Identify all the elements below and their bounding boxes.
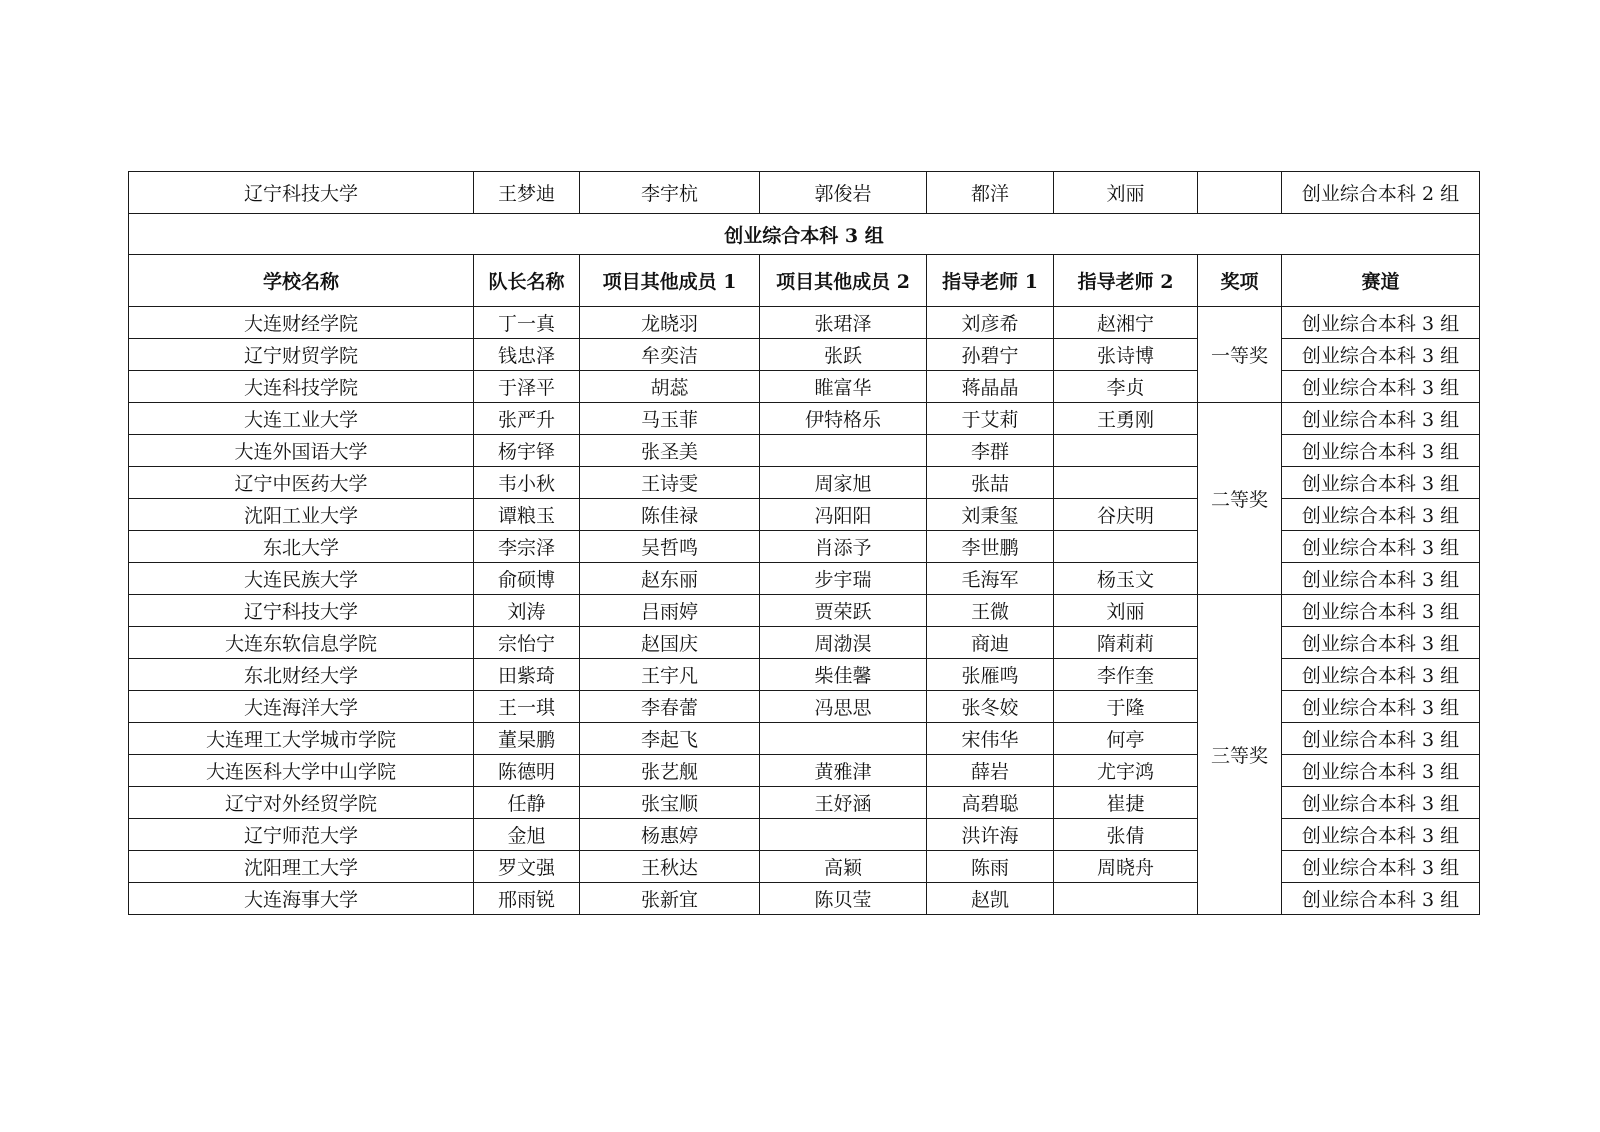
advisor1-cell: 王微 <box>927 595 1054 627</box>
school-cell: 辽宁科技大学 <box>129 172 474 214</box>
advisor2-cell: 张倩 <box>1054 819 1198 851</box>
advisor2-cell: 崔捷 <box>1054 787 1198 819</box>
captain-cell: 韦小秋 <box>474 467 580 499</box>
advisor2-cell <box>1054 435 1198 467</box>
school-cell: 辽宁师范大学 <box>129 819 474 851</box>
header-row <box>129 255 1480 307</box>
member1-cell: 吴哲鸣 <box>580 531 760 563</box>
captain-cell: 董杲鹏 <box>474 723 580 755</box>
member1-cell: 龙晓羽 <box>580 307 760 339</box>
member1-cell: 王宇凡 <box>580 659 760 691</box>
captain-cell: 刘涛 <box>474 595 580 627</box>
member2-cell: 柴佳馨 <box>760 659 927 691</box>
member2-cell: 步宇瑞 <box>760 563 927 595</box>
advisor1-cell: 于艾莉 <box>927 403 1054 435</box>
captain-cell: 张严升 <box>474 403 580 435</box>
advisor1-cell: 高碧聪 <box>927 787 1054 819</box>
member2-cell: 冯思思 <box>760 691 927 723</box>
track-cell: 创业综合本科 3 组 <box>1282 723 1480 755</box>
award-cell: 二等奖 <box>1198 403 1282 595</box>
track-cell: 创业综合本科 3 组 <box>1282 371 1480 403</box>
school-cell: 大连东软信息学院 <box>129 627 474 659</box>
captain-cell: 宗怡宁 <box>474 627 580 659</box>
track-cell: 创业综合本科 3 组 <box>1282 307 1480 339</box>
captain-cell: 任静 <box>474 787 580 819</box>
member2-cell <box>760 723 927 755</box>
member2-cell: 王妤涵 <box>760 787 927 819</box>
advisor2-cell: 李贞 <box>1054 371 1198 403</box>
school-cell: 大连海事大学 <box>129 883 474 915</box>
captain-cell: 于泽平 <box>474 371 580 403</box>
advisor2-cell: 张诗博 <box>1054 339 1198 371</box>
member2-cell: 周渤淏 <box>760 627 927 659</box>
captain-cell: 谭粮玉 <box>474 499 580 531</box>
member2-cell: 伊特格乐 <box>760 403 927 435</box>
member2-cell: 黄雅津 <box>760 755 927 787</box>
member1-cell: 赵国庆 <box>580 627 760 659</box>
advisor2-cell <box>1054 467 1198 499</box>
table-row <box>129 172 1480 214</box>
advisor2-cell: 赵湘宁 <box>1054 307 1198 339</box>
header-school: 学校名称 <box>129 255 474 307</box>
advisor1-cell: 李群 <box>927 435 1054 467</box>
member1-cell: 马玉菲 <box>580 403 760 435</box>
school-cell: 沈阳工业大学 <box>129 499 474 531</box>
advisor2-cell: 隋莉莉 <box>1054 627 1198 659</box>
member1-cell: 张圣美 <box>580 435 760 467</box>
advisor2-cell: 刘丽 <box>1054 172 1198 214</box>
table-row <box>129 403 1480 435</box>
school-cell: 大连科技学院 <box>129 371 474 403</box>
track-cell: 创业综合本科 3 组 <box>1282 691 1480 723</box>
member2-cell: 张跃 <box>760 339 927 371</box>
track-cell: 创业综合本科 3 组 <box>1282 531 1480 563</box>
captain-cell: 杨宇铎 <box>474 435 580 467</box>
captain-cell: 田紫琦 <box>474 659 580 691</box>
member2-cell: 郭俊岩 <box>760 172 927 214</box>
member1-cell: 胡蕊 <box>580 371 760 403</box>
school-cell: 东北财经大学 <box>129 659 474 691</box>
advisor1-cell: 洪许海 <box>927 819 1054 851</box>
school-cell: 沈阳理工大学 <box>129 851 474 883</box>
school-cell: 大连外国语大学 <box>129 435 474 467</box>
captain-cell: 金旭 <box>474 819 580 851</box>
advisor1-cell: 宋伟华 <box>927 723 1054 755</box>
member2-cell: 周家旭 <box>760 467 927 499</box>
member1-cell: 张艺舰 <box>580 755 760 787</box>
track-cell: 创业综合本科 3 组 <box>1282 339 1480 371</box>
advisor1-cell: 商迪 <box>927 627 1054 659</box>
captain-cell: 王一琪 <box>474 691 580 723</box>
track-cell: 创业综合本科 3 组 <box>1282 787 1480 819</box>
school-cell: 大连海洋大学 <box>129 691 474 723</box>
track-cell: 创业综合本科 3 组 <box>1282 563 1480 595</box>
advisor2-cell: 周晓舟 <box>1054 851 1198 883</box>
member1-cell: 吕雨婷 <box>580 595 760 627</box>
member2-cell: 高颖 <box>760 851 927 883</box>
track-cell: 创业综合本科 3 组 <box>1282 595 1480 627</box>
member2-cell: 肖添予 <box>760 531 927 563</box>
advisor1-cell: 陈雨 <box>927 851 1054 883</box>
track-cell: 创业综合本科 3 组 <box>1282 883 1480 915</box>
school-cell: 辽宁对外经贸学院 <box>129 787 474 819</box>
captain-cell: 俞硕博 <box>474 563 580 595</box>
advisor2-cell: 于隆 <box>1054 691 1198 723</box>
award-table <box>128 171 1480 915</box>
advisor1-cell: 刘彦希 <box>927 307 1054 339</box>
school-cell: 辽宁财贸学院 <box>129 339 474 371</box>
track-cell: 创业综合本科 3 组 <box>1282 659 1480 691</box>
member2-cell: 贾荣跃 <box>760 595 927 627</box>
advisor1-cell: 薛岩 <box>927 755 1054 787</box>
track-cell: 创业综合本科 3 组 <box>1282 851 1480 883</box>
track-cell: 创业综合本科 3 组 <box>1282 467 1480 499</box>
advisor1-cell: 李世鹏 <box>927 531 1054 563</box>
section-title: 创业综合本科 3 组 <box>129 214 1480 255</box>
advisor2-cell: 尤宇鸿 <box>1054 755 1198 787</box>
school-cell: 大连财经学院 <box>129 307 474 339</box>
captain-cell: 邢雨锐 <box>474 883 580 915</box>
track-cell: 创业综合本科 3 组 <box>1282 499 1480 531</box>
school-cell: 东北大学 <box>129 531 474 563</box>
advisor2-cell: 何亭 <box>1054 723 1198 755</box>
advisor1-cell: 都洋 <box>927 172 1054 214</box>
school-cell: 大连医科大学中山学院 <box>129 755 474 787</box>
advisor1-cell: 蒋晶晶 <box>927 371 1054 403</box>
award-cell: 一等奖 <box>1198 307 1282 403</box>
member1-cell: 王诗雯 <box>580 467 760 499</box>
member1-cell: 杨惠婷 <box>580 819 760 851</box>
advisor2-cell: 杨玉文 <box>1054 563 1198 595</box>
award-cell: 三等奖 <box>1198 595 1282 915</box>
header-member1: 项目其他成员 1 <box>580 255 760 307</box>
member2-cell: 睢富华 <box>760 371 927 403</box>
track-cell: 创业综合本科 3 组 <box>1282 627 1480 659</box>
advisor2-cell: 王勇刚 <box>1054 403 1198 435</box>
advisor1-cell: 孙碧宁 <box>927 339 1054 371</box>
table-body <box>129 172 1480 915</box>
advisor1-cell: 刘秉玺 <box>927 499 1054 531</box>
advisor2-cell: 谷庆明 <box>1054 499 1198 531</box>
advisor2-cell <box>1054 531 1198 563</box>
header-advisor2: 指导老师 2 <box>1054 255 1198 307</box>
member1-cell: 陈佳禄 <box>580 499 760 531</box>
award-cell <box>1198 172 1282 214</box>
member2-cell <box>760 819 927 851</box>
member2-cell: 冯阳阳 <box>760 499 927 531</box>
header-advisor1: 指导老师 1 <box>927 255 1054 307</box>
school-cell: 辽宁中医药大学 <box>129 467 474 499</box>
track-cell: 创业综合本科 3 组 <box>1282 819 1480 851</box>
school-cell: 大连理工大学城市学院 <box>129 723 474 755</box>
track-cell: 创业综合本科 3 组 <box>1282 755 1480 787</box>
captain-cell: 罗文强 <box>474 851 580 883</box>
school-cell: 大连民族大学 <box>129 563 474 595</box>
advisor1-cell: 赵凯 <box>927 883 1054 915</box>
member1-cell: 王秋达 <box>580 851 760 883</box>
school-cell: 辽宁科技大学 <box>129 595 474 627</box>
member1-cell: 李春蕾 <box>580 691 760 723</box>
advisor2-cell: 李作奎 <box>1054 659 1198 691</box>
member1-cell: 张新宜 <box>580 883 760 915</box>
member1-cell: 李宇杭 <box>580 172 760 214</box>
advisor1-cell: 张冬姣 <box>927 691 1054 723</box>
member1-cell: 张宝顺 <box>580 787 760 819</box>
section-title-row <box>129 214 1480 255</box>
header-track: 赛道 <box>1282 255 1480 307</box>
captain-cell: 李宗泽 <box>474 531 580 563</box>
member1-cell: 李起飞 <box>580 723 760 755</box>
member1-cell: 赵东丽 <box>580 563 760 595</box>
captain-cell: 陈德明 <box>474 755 580 787</box>
header-captain: 队长名称 <box>474 255 580 307</box>
member2-cell <box>760 435 927 467</box>
advisor1-cell: 张喆 <box>927 467 1054 499</box>
captain-cell: 钱忠泽 <box>474 339 580 371</box>
member2-cell: 张珺泽 <box>760 307 927 339</box>
advisor2-cell <box>1054 883 1198 915</box>
advisor1-cell: 张雁鸣 <box>927 659 1054 691</box>
track-cell: 创业综合本科 3 组 <box>1282 435 1480 467</box>
school-cell: 大连工业大学 <box>129 403 474 435</box>
member1-cell: 牟奕洁 <box>580 339 760 371</box>
header-award: 奖项 <box>1198 255 1282 307</box>
captain-cell: 王梦迪 <box>474 172 580 214</box>
member2-cell: 陈贝莹 <box>760 883 927 915</box>
table-row <box>129 307 1480 339</box>
captain-cell: 丁一真 <box>474 307 580 339</box>
header-member2: 项目其他成员 2 <box>760 255 927 307</box>
advisor2-cell: 刘丽 <box>1054 595 1198 627</box>
track-cell: 创业综合本科 3 组 <box>1282 403 1480 435</box>
advisor1-cell: 毛海军 <box>927 563 1054 595</box>
track-cell: 创业综合本科 2 组 <box>1282 172 1480 214</box>
table-row <box>129 595 1480 627</box>
